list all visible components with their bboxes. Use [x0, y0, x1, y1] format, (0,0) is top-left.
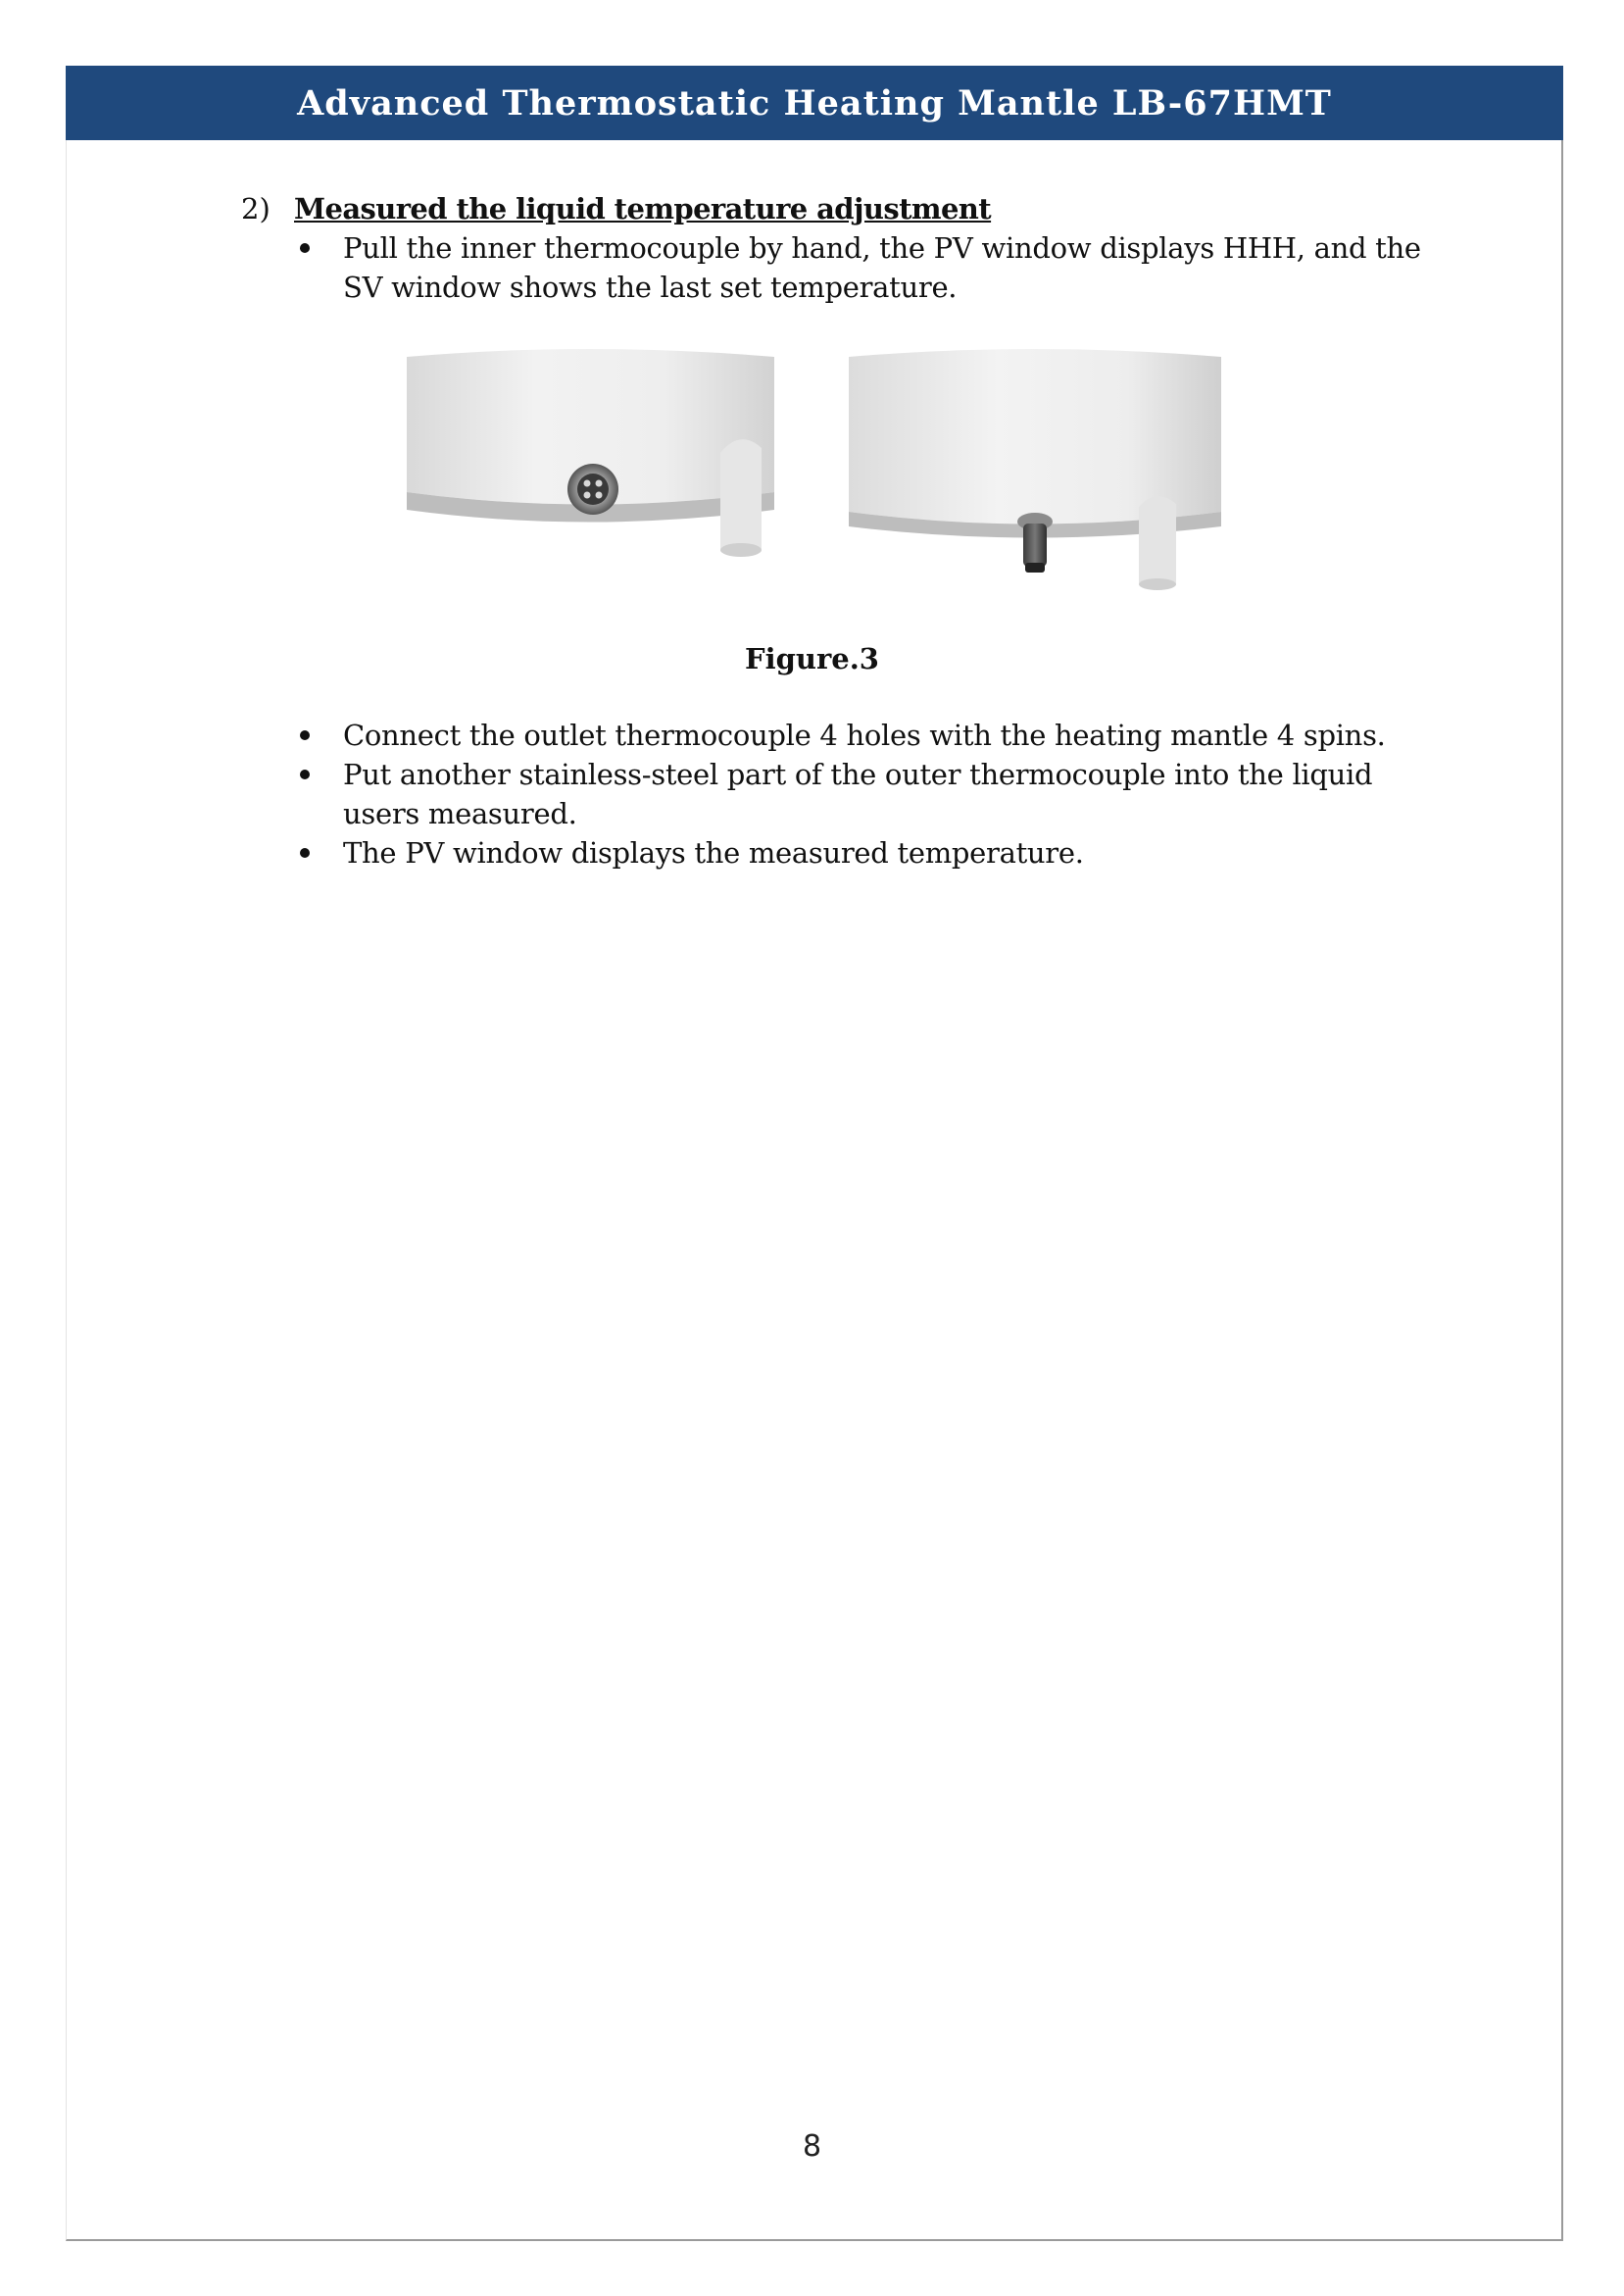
- bullet-icon: [300, 730, 310, 740]
- section-title: Measured the liquid temperature adjustment: [294, 192, 992, 225]
- list-item-text: Put another stainless-steel part of the outer thermocouple into the liquid users measured.: [343, 758, 1373, 830]
- figure-caption: Figure.3: [745, 642, 879, 675]
- bullet-list-steps: [241, 716, 1447, 873]
- document-header: [66, 66, 1563, 140]
- section-heading: [241, 189, 1447, 228]
- heating-mantle-probe-photo: [843, 345, 1227, 595]
- list-item: [294, 833, 1447, 873]
- heating-mantle-socket-photo: [397, 345, 781, 595]
- figure-3-images: [397, 345, 1220, 600]
- bullet-icon: [300, 770, 310, 779]
- list-item-text: The PV window displays the measured temperature.: [343, 836, 1084, 870]
- bullet-list: [241, 716, 1447, 873]
- page-number: 8: [802, 2129, 822, 2164]
- section-number: 2): [241, 192, 271, 225]
- document-title: Advanced Thermostatic Heating Mantle LB-67HMT: [297, 82, 1332, 124]
- list-item: [294, 716, 1447, 755]
- list-item-text: Pull the inner thermocouple by hand, the PV window displays HHH, and the SV window shows the last set temperature.: [343, 231, 1421, 304]
- bullet-icon: [300, 848, 310, 858]
- list-item-text: Connect the outlet thermocouple 4 holes with the heating mantle 4 spins.: [343, 719, 1386, 752]
- bullet-list-intro: [241, 228, 1447, 307]
- list-item: [294, 755, 1447, 833]
- list-item: [294, 228, 1447, 307]
- section-content: [241, 189, 1447, 307]
- bullet-icon: [300, 243, 310, 253]
